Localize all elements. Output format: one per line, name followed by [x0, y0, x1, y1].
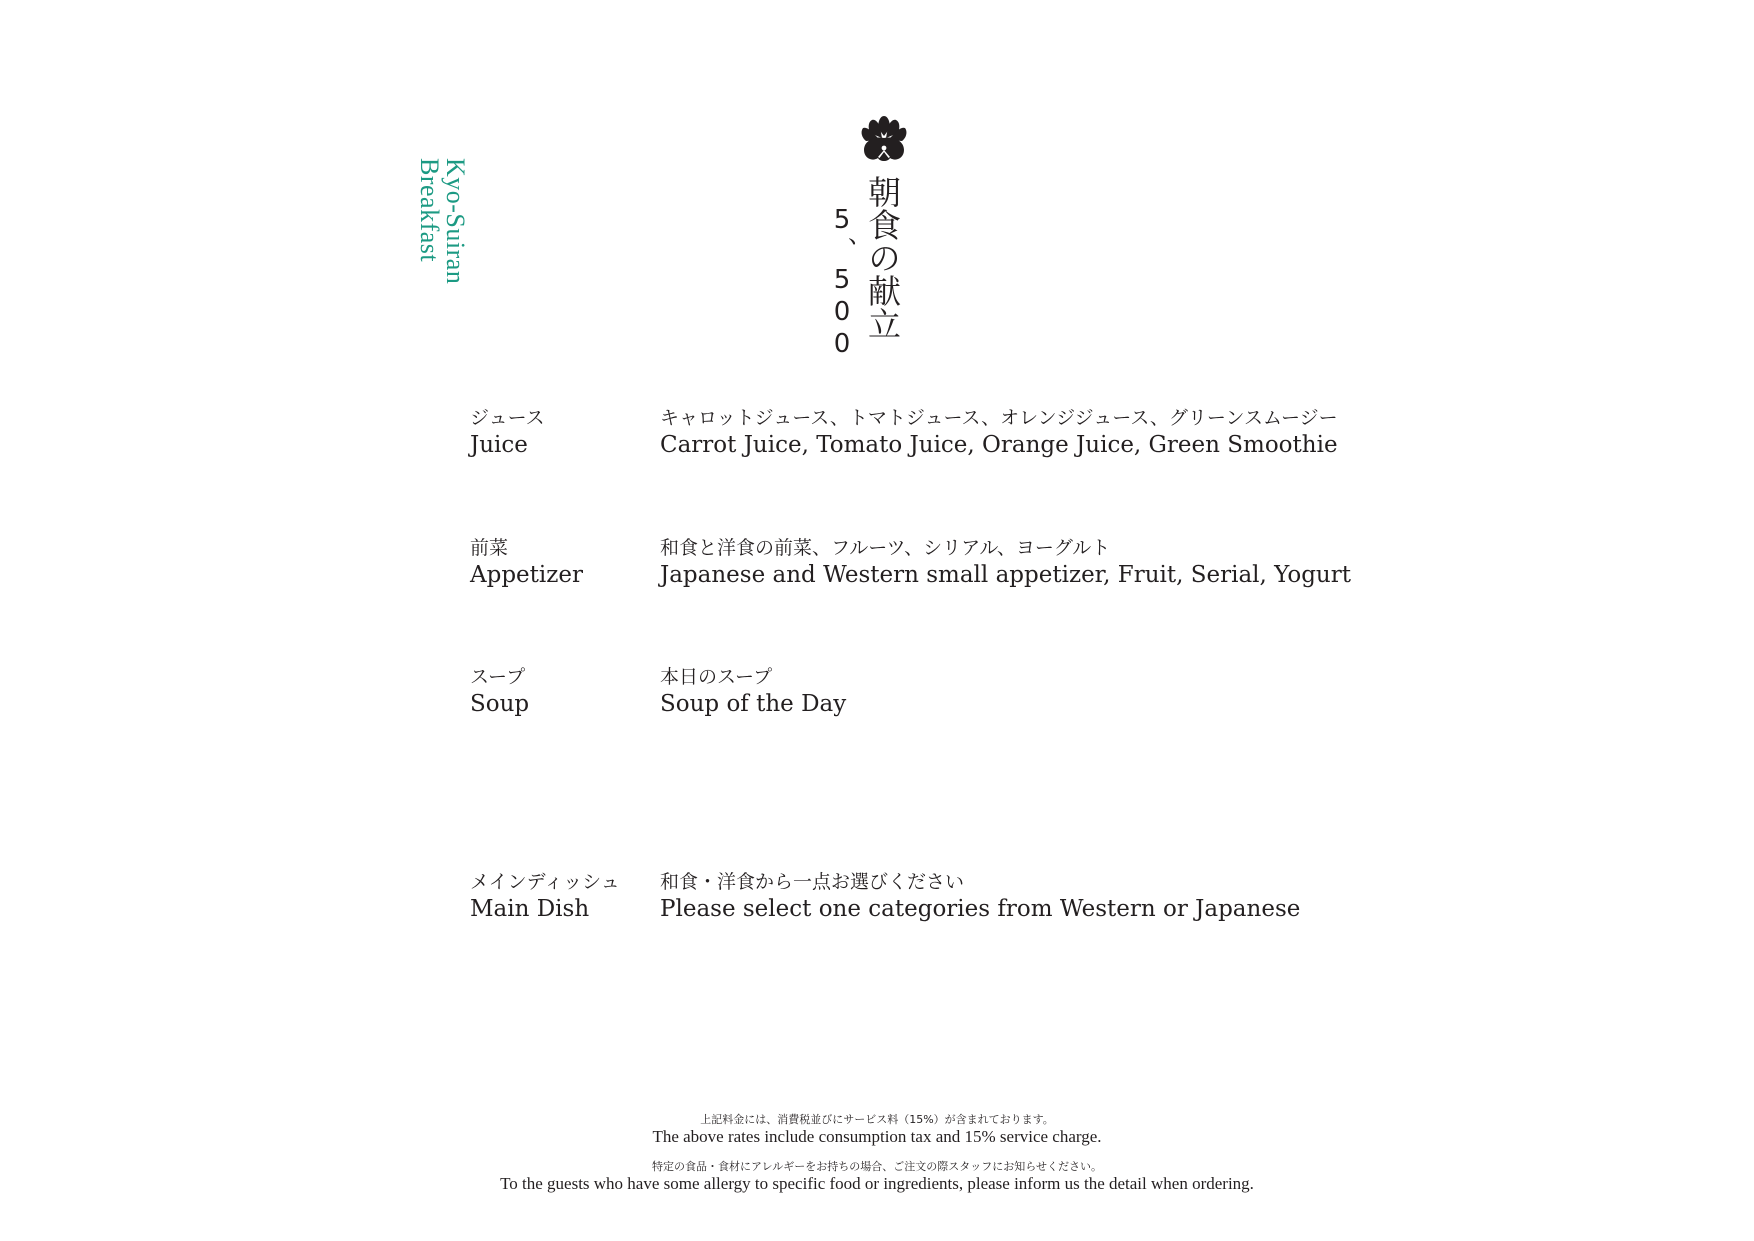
kikyo-crest-icon: [858, 112, 910, 166]
tax-note-en: The above rates include consumption tax and 15% service charge.: [652, 1127, 1102, 1146]
allergy-note: [0, 1160, 1754, 1194]
description-jp: 本日のスープ: [660, 666, 773, 688]
category-jp: 前菜: [470, 537, 509, 559]
category-en: Main Dish: [470, 896, 590, 922]
page-title: 朝食の献立: [863, 175, 902, 340]
side-title-line1: Kyo-Suiran: [441, 158, 470, 285]
description-jp: キャロットジュース、トマトジュース、オレンジジュース、グリーンスムージー: [660, 407, 1338, 429]
allergy-note-jp: 特定の食品・食材にアレルギーをお持ちの場合、ご注文の際スタッフにお知らせください。: [652, 1160, 1102, 1173]
category: [470, 665, 529, 719]
description-en: Carrot Juice, Tomato Juice, Orange Juice, Green Smoothie: [660, 432, 1338, 458]
description-jp: 和食と洋食の前菜、フルーツ、シリアル、ヨーグルト: [660, 537, 1111, 559]
side-title-line2: Breakfast: [415, 158, 444, 263]
category: [470, 406, 545, 460]
side-title: [416, 158, 468, 284]
tax-note-jp: 上記料金には、消費税並びにサービス料（15%）が含まれております。: [700, 1113, 1054, 1126]
category-en: Juice: [470, 432, 528, 458]
price: 5、500: [827, 205, 857, 361]
description: [660, 406, 1338, 460]
description-en: Japanese and Western small appetizer, Fruit, Serial, Yogurt: [660, 562, 1351, 588]
category-jp: メインディッシュ: [470, 871, 620, 893]
category-jp: ジュース: [470, 407, 545, 429]
tax-note: [0, 1113, 1754, 1147]
category: [470, 536, 583, 590]
description-jp: 和食・洋食から一点お選びください: [660, 871, 965, 893]
description: [660, 870, 1300, 924]
category: [470, 870, 620, 924]
category-en: Soup: [470, 691, 530, 717]
description: [660, 536, 1351, 590]
description-en: Soup of the Day: [660, 691, 847, 717]
category-en: Appetizer: [470, 562, 583, 588]
allergy-note-en: To the guests who have some allergy to specific food or ingredients, please inform us the detail when ordering.: [500, 1174, 1254, 1193]
description-en: Please select one categories from Western or Japanese: [660, 896, 1301, 922]
description: [660, 665, 846, 719]
category-jp: スープ: [470, 666, 526, 688]
